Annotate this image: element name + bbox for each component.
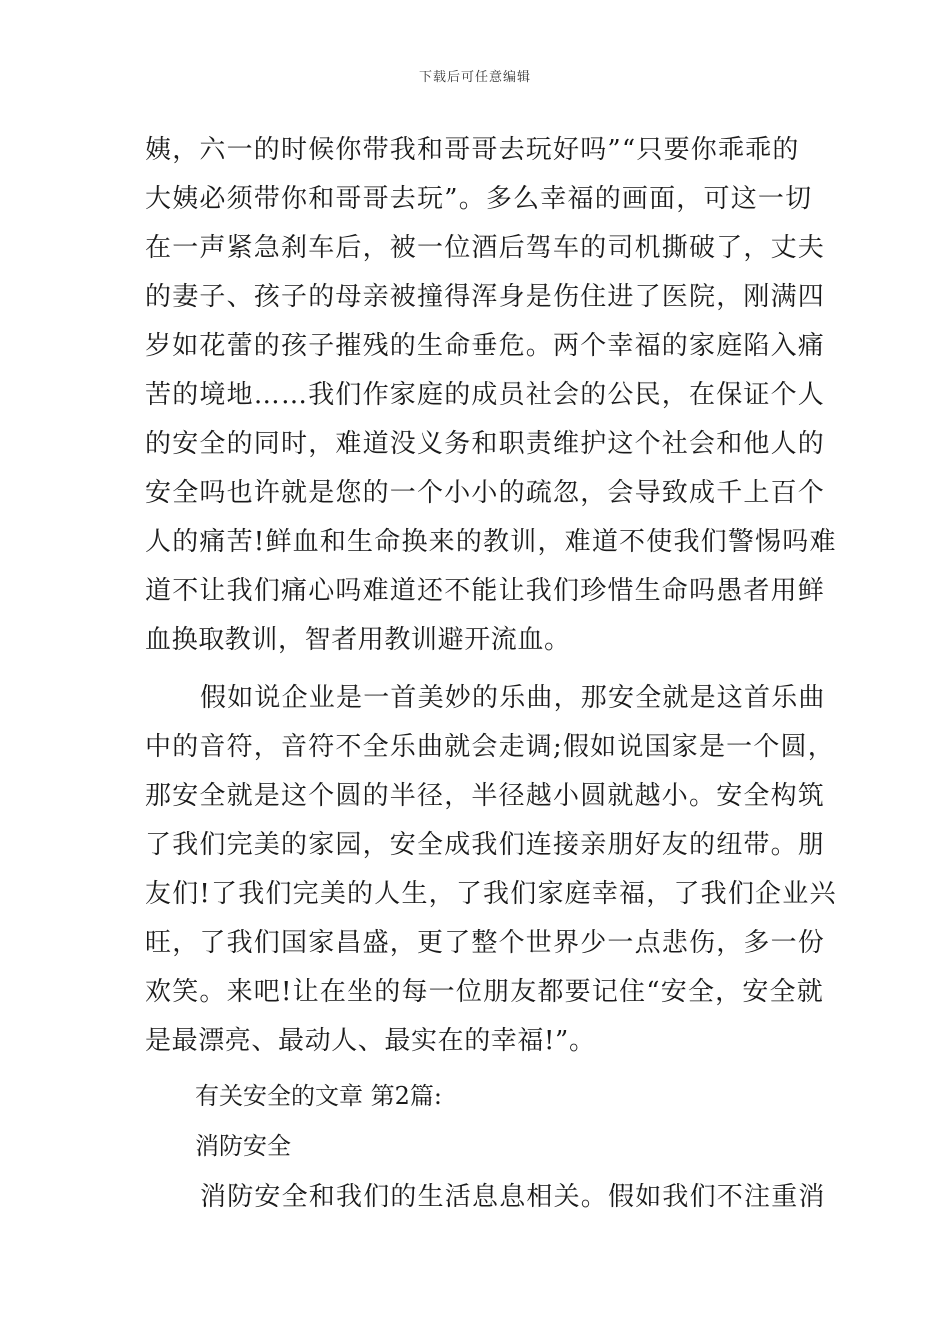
paragraph-line: 消防安全和我们的生活息息相关。假如我们不注重消 [200,1182,826,1212]
paragraph-line: 的妻子、孩子的母亲被撞得浑身是伤住进了医院，刚满四 [145,282,826,312]
paragraph-line: 岁如花蕾的孩子摧残的生命垂危。两个幸福的家庭陷入痛 [145,331,826,361]
article-heading: 有关安全的文章 第2篇: [195,1082,442,1110]
paragraph-line: 中的音符，音符不全乐曲就会走调;假如说国家是一个圆， [145,732,835,762]
paragraph-line: 苦的境地……我们作家庭的成员社会的公民，在保证个人 [145,380,826,410]
paragraph-line: 道不让我们痛心吗难道还不能让我们珍惜生命吗愚者用鲜 [145,576,826,606]
paragraph-line: 的安全的同时，难道没义务和职责维护这个社会和他人的 [145,429,826,459]
paragraph-line: 在一声紧急刹车后，被一位酒后驾车的司机撕破了，丈夫 [145,233,826,263]
paragraph-line: 人的痛苦!鲜血和生命换来的教训，难道不使我们警惕吗难 [145,527,837,557]
paragraph-line: 假如说企业是一首美妙的乐曲，那安全就是这首乐曲 [200,683,826,713]
paragraph-line: 血换取教训，智者用教训避开流血。 [145,625,571,655]
paragraph-line: 大姨必须带你和哥哥去玩”。多么幸福的画面，可这一切 [145,184,813,214]
paragraph-line: 姨，六一的时候你带我和哥哥去玩好吗”“只要你乖乖的 [145,135,800,165]
paragraph-line: 友们!了我们完美的人生，了我们家庭幸福，了我们企业兴 [145,879,837,909]
paragraph-line: 那安全就是这个圆的半径，半径越小圆就越小。安全构筑 [145,781,826,811]
paragraph-line: 安全吗也许就是您的一个小小的疏忽，会导致成千上百个 [145,478,826,508]
paragraph-line: 是最漂亮、最动人、最实在的幸福!”。 [145,1026,596,1056]
paragraph-line: 旺，了我们国家昌盛，更了整个世界少一点悲伤，多一份 [145,928,826,958]
paragraph-line: 了我们完美的家园，安全成我们连接亲朋好友的纽带。朋 [145,830,826,860]
paragraph-line: 欢笑。来吧!让在坐的每一位朋友都要记住“安全，安全就 [145,977,824,1007]
article-title: 消防安全 [195,1132,291,1160]
page-header: 下载后可任意编辑 [418,70,531,85]
